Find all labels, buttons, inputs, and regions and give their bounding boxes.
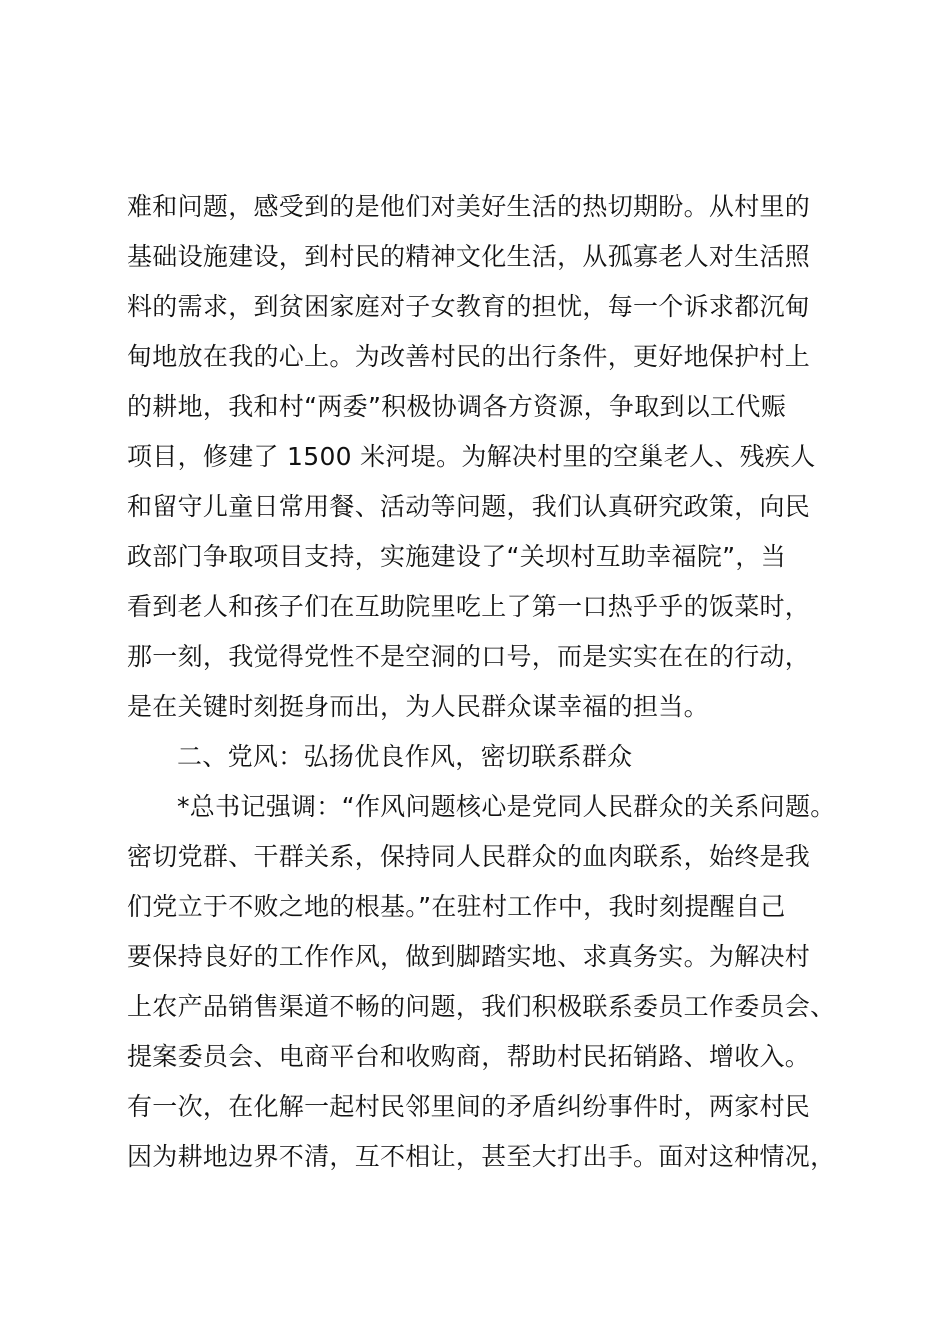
paragraph1-line-3: 料的需求，到贫困家庭对子女教育的担忧，每一个诉求都沉甸: [127, 292, 811, 321]
paragraph1-line-2: 基础设施建设，到村民的精神文化生活，从孤寡老人对生活照: [127, 242, 811, 271]
paragraph1-line-9: 看到老人和孩子们在互助院里吃上了第一口热乎乎的饭菜时，: [127, 592, 811, 621]
paragraph1-line-7: 和留守儿童日常用餐、活动等问题，我们认真研究政策，向民: [127, 492, 811, 521]
paragraph1-line-6: 项目，修建了 1500 米河堤。为解决村里的空巢老人、残疾人: [127, 442, 816, 471]
paragraph2-line-1: *总书记强调：“作风问题核心是党同人民群众的关系问题。: [177, 792, 836, 821]
paragraph2-line-5: 上农产品销售渠道不畅的问题，我们积极联系委员工作委员会、: [127, 992, 836, 1021]
paragraph2-line-3: 们党立于不败之地的根基。”在驻村工作中，我时刻提醒自己: [127, 892, 786, 921]
paragraph1-line-8: 政部门争取项目支持，实施建设了“关坝村互助幸福院”，当: [127, 542, 787, 571]
paragraph2-line-7: 有一次，在化解一起村民邻里间的矛盾纠纷事件时，两家村民: [127, 1092, 811, 1121]
paragraph2-line-6: 提案委员会、电商平台和收购商，帮助村民拓销路、增收入。: [127, 1042, 811, 1071]
paragraph1-line-11: 是在关键时刻挺身而出，为人民群众谋幸福的担当。: [127, 692, 709, 721]
paragraph1-line-4: 甸地放在我的心上。为改善村民的出行条件，更好地保护村上: [127, 342, 811, 371]
paragraph2-line-8: 因为耕地边界不清，互不相让，甚至大打出手。面对这种情况，: [127, 1142, 836, 1171]
section-heading: 二、党风：弘扬优良作风，密切联系群众: [177, 742, 633, 771]
paragraph1-line-5: 的耕地，我和村“两委”积极协调各方资源，争取到以工代赈: [127, 392, 787, 421]
paragraph1-line-10: 那一刻，我觉得党性不是空洞的口号，而是实实在在的行动，: [127, 642, 811, 671]
paragraph1-line-1: 难和问题，感受到的是他们对美好生活的热切期盼。从村里的: [127, 192, 811, 221]
paragraph2-line-4: 要保持良好的工作作风，做到脚踏实地、求真务实。为解决村: [127, 942, 811, 971]
paragraph2-line-2: 密切党群、干群关系，保持同人民群众的血肉联系，始终是我: [127, 842, 811, 871]
document-body: [127, 182, 857, 1182]
